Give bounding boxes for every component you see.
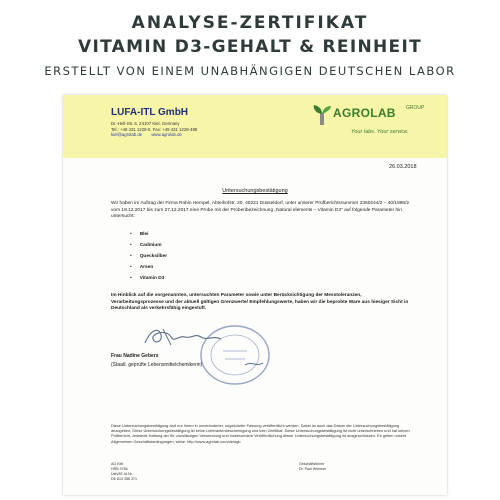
sender-block bbox=[111, 107, 197, 138]
lab-statement: ERSTELLT VON EINEM UNABHÄNGIGEN DEUTSCHEN LABOR bbox=[44, 64, 456, 78]
footer-line: AG Kiel bbox=[111, 462, 124, 466]
sender-web[interactable]: www.agrolab.de bbox=[151, 132, 182, 138]
sender-name: LUFA-ITL GmbH bbox=[111, 107, 189, 118]
parameter-item: • Blei bbox=[130, 229, 167, 240]
certificate-title: ANALYSE-ZERTIFIKAT bbox=[131, 13, 369, 33]
sender-address: Dr.-Hell-Str. 6, 24107 Kiel, Germany bbox=[111, 121, 180, 126]
agrolab-logo bbox=[311, 103, 441, 149]
intro-paragraph: Wir haben im Auftrag der Firma Robin Hempel, Abteihofstr. 20, 40221 Düsseldorf, unter unserer Prüfberichtsnummer 2350244/2 – 40/1896/2 vom 18.12.2017 bis zum 27.12.2017 eine Probe mit der Probenbezeichnung „Natural elements – Vitamin D3" auf folgende Parameter hin untersucht: bbox=[111, 201, 410, 220]
footer-line: Dr. Paul Wimmer bbox=[299, 467, 327, 471]
page-header bbox=[0, 8, 500, 79]
certificate-subtitle: VITAMIN D3-GEHALT & REINHEIT bbox=[78, 37, 422, 57]
footer-line: HRB 3766 bbox=[111, 467, 128, 471]
footer-registration bbox=[111, 462, 137, 482]
logo-group: GROUP bbox=[406, 105, 425, 111]
footer-line: Geschäftsführer bbox=[299, 462, 325, 466]
footer-line: DE 813 356 371 bbox=[111, 477, 137, 481]
parameter-item: • Cadmium bbox=[130, 240, 167, 251]
lab-stamp-image bbox=[195, 321, 275, 389]
plant-icon bbox=[311, 103, 333, 125]
logo-tagline: Your labs. Your service. bbox=[351, 129, 409, 135]
parameter-item: • Vitamin D3 bbox=[130, 273, 167, 284]
parameter-item: • Quecksilber bbox=[130, 251, 167, 262]
parameter-item: • Arsen bbox=[130, 262, 167, 273]
sender-contact bbox=[111, 132, 197, 138]
signer-role: (Staatl. geprüfte Lebensmittelchemikerin) bbox=[111, 362, 203, 368]
sender-phone: Tel.: +49 431 1228-0, Fax: +49 431 1228-498 bbox=[111, 126, 198, 132]
lab-letter bbox=[63, 95, 447, 495]
letter-subject: Untersuchungsbestätigung bbox=[222, 188, 288, 194]
signer-name: Frau Nadine Gebers bbox=[111, 353, 159, 359]
parameter-list bbox=[130, 229, 167, 284]
logo-name: AGROLAB bbox=[333, 106, 396, 120]
sender-email[interactable]: kiel@agrolab.de bbox=[111, 132, 143, 138]
footer-line: UstVAT-Id-Nr. bbox=[111, 472, 133, 476]
letter-date: 26.03.2018 bbox=[389, 164, 417, 170]
conclusion-paragraph: Im Hinblick auf die vorgenannten, untersuchten Parameter sowie unter Berücksichtigung der Messtoleranzen, Verarbeitungsprozesse und der aktuell gültigen Grenzwerte/ Empfehlungswerte, haben wir die beprobte Ware aus hiesiger Sicht in Deutschland als verkehrsfähig eingestuft. bbox=[111, 293, 409, 312]
footer-disclaimer: Diese Untersuchungsbestätigung darf nur ihrem in unveränderter, ungekürzter Fassung veröffentlicht werden. Dabei ist auch das Datum der Untersuchungsbestätigung anzugeben. Diese Untersuchungsbestätigung ist keine Lieferantenbescheinigung und kein Zertifikat. Diese Untersuchungsbestätigung ist nicht unterschrieben und hat keinen Prüfbericht. Jedwede Haftung der für unzulässigen Verwendung und insbesondere Veröffentlichung dieser Untersuchungsbestätigung ist ausgeschlossen. Es gelten unsere Allgemeinen Geschäftsbedingungen, siehe: http://www.agrolab.com/de/agb bbox=[111, 423, 410, 444]
footer-management bbox=[299, 462, 326, 472]
